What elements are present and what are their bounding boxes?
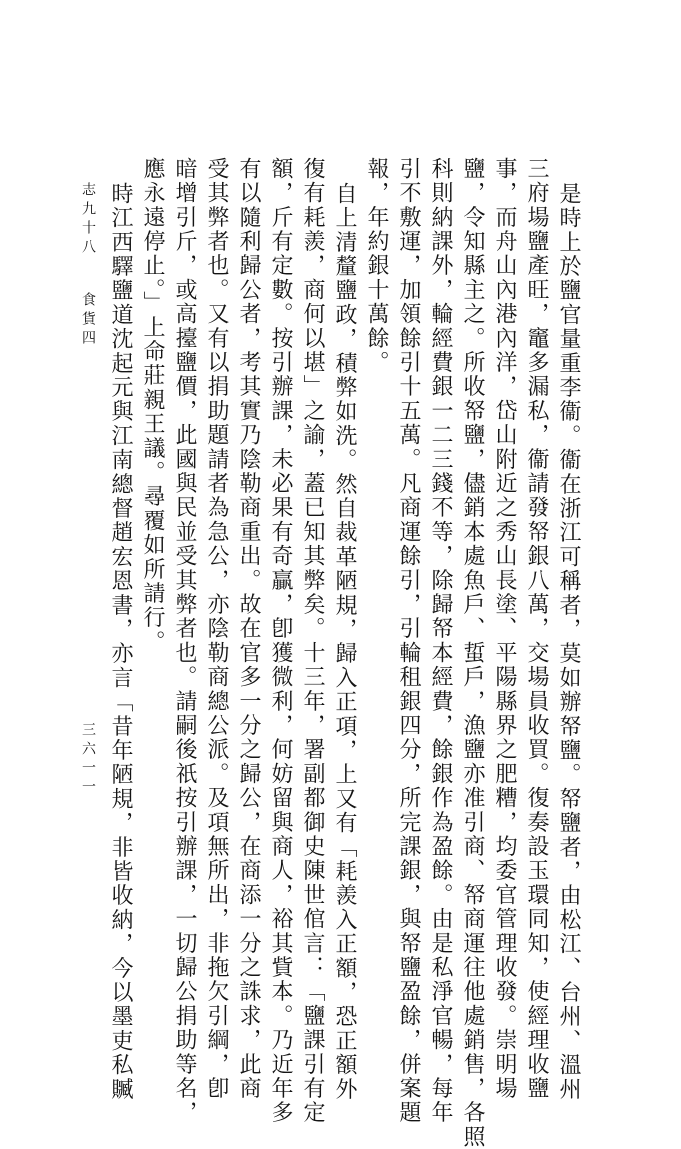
text-column-9: 復有耗羨，商何以堪」之諭，蓋已知其弊矣。十三年，署副都御史陳世倌言：「鹽課引有定 bbox=[300, 157, 325, 1125]
text-column-4: 鹽，令知縣主之。所收帑鹽，儘銷本處魚戶、蜇戶，漁鹽亦准引商、帑商運往他處銷售，各照 bbox=[460, 157, 485, 1149]
text-column-1: 是時上於鹽官量重李衞。衞在浙江可稱者，莫如辦帑鹽。帑鹽者，由松江、台州、溫州 bbox=[556, 182, 581, 1102]
text-column-3: 事，而舟山內港內洋，岱山附近之秀山長塗、平陽縣界之肥糟，均委官管理收發。崇明場 bbox=[492, 157, 517, 1101]
page-number: 三六一一 bbox=[80, 722, 96, 798]
text-column-6: 引不敷運，加領餘引十五萬。凡商運餘引，引輪租銀四分，所完課銀，與帑鹽盈餘，併案題 bbox=[396, 157, 421, 1125]
text-column-12: 受其弊者也。又有以捐助題請者為急公，亦陰勒商總公派。及項無所出，非拖欠引綱，卽 bbox=[204, 157, 229, 1101]
text-column-10: 額，斤有定數。按引辦課，未必果有奇贏，卽獲微利，何妨留與商人，裕其貲本。乃近年多 bbox=[268, 157, 293, 1125]
text-column-11: 有以隨利歸公者，考其實乃陰勒商重出。故在官多一分之歸公，在商添一分之誅求，此商 bbox=[236, 157, 261, 1101]
running-header-section: 食貨四 bbox=[80, 292, 96, 349]
text-column-8: 自上清釐鹽政，積弊如洗。然自裁革陋規，歸入正項，上又有「耗羨入正額，恐正額外 bbox=[332, 182, 357, 1102]
text-column-7: 報，年約銀十萬餘。 bbox=[364, 157, 389, 375]
text-column-15: 時江西驛鹽道沈起元與江南總督趙宏恩書，亦言「昔年陋規，非皆收納，今以墨吏私贓 bbox=[108, 182, 133, 1102]
text-column-13: 暗增引斤，或高擡鹽價，此國與民並受其弊者也。請嗣後祇按引辦課，一切歸公捐助等名， bbox=[172, 157, 197, 1125]
text-column-14: 應永遠停止。」上命莊親王議。尋覆如所請行。 bbox=[140, 157, 165, 655]
running-header-volume: 志九十八 bbox=[80, 182, 96, 258]
text-column-2: 三府場鹽產旺，竈多漏私，衞請發帑銀八萬，交場員收買。復奏設玉環同知，使經理收鹽 bbox=[524, 157, 549, 1101]
text-column-5: 科則納課外，輪經費銀一二三錢不等，除歸帑本經費，餘銀作為盈餘。由是私淨官暢，每年 bbox=[428, 157, 453, 1125]
